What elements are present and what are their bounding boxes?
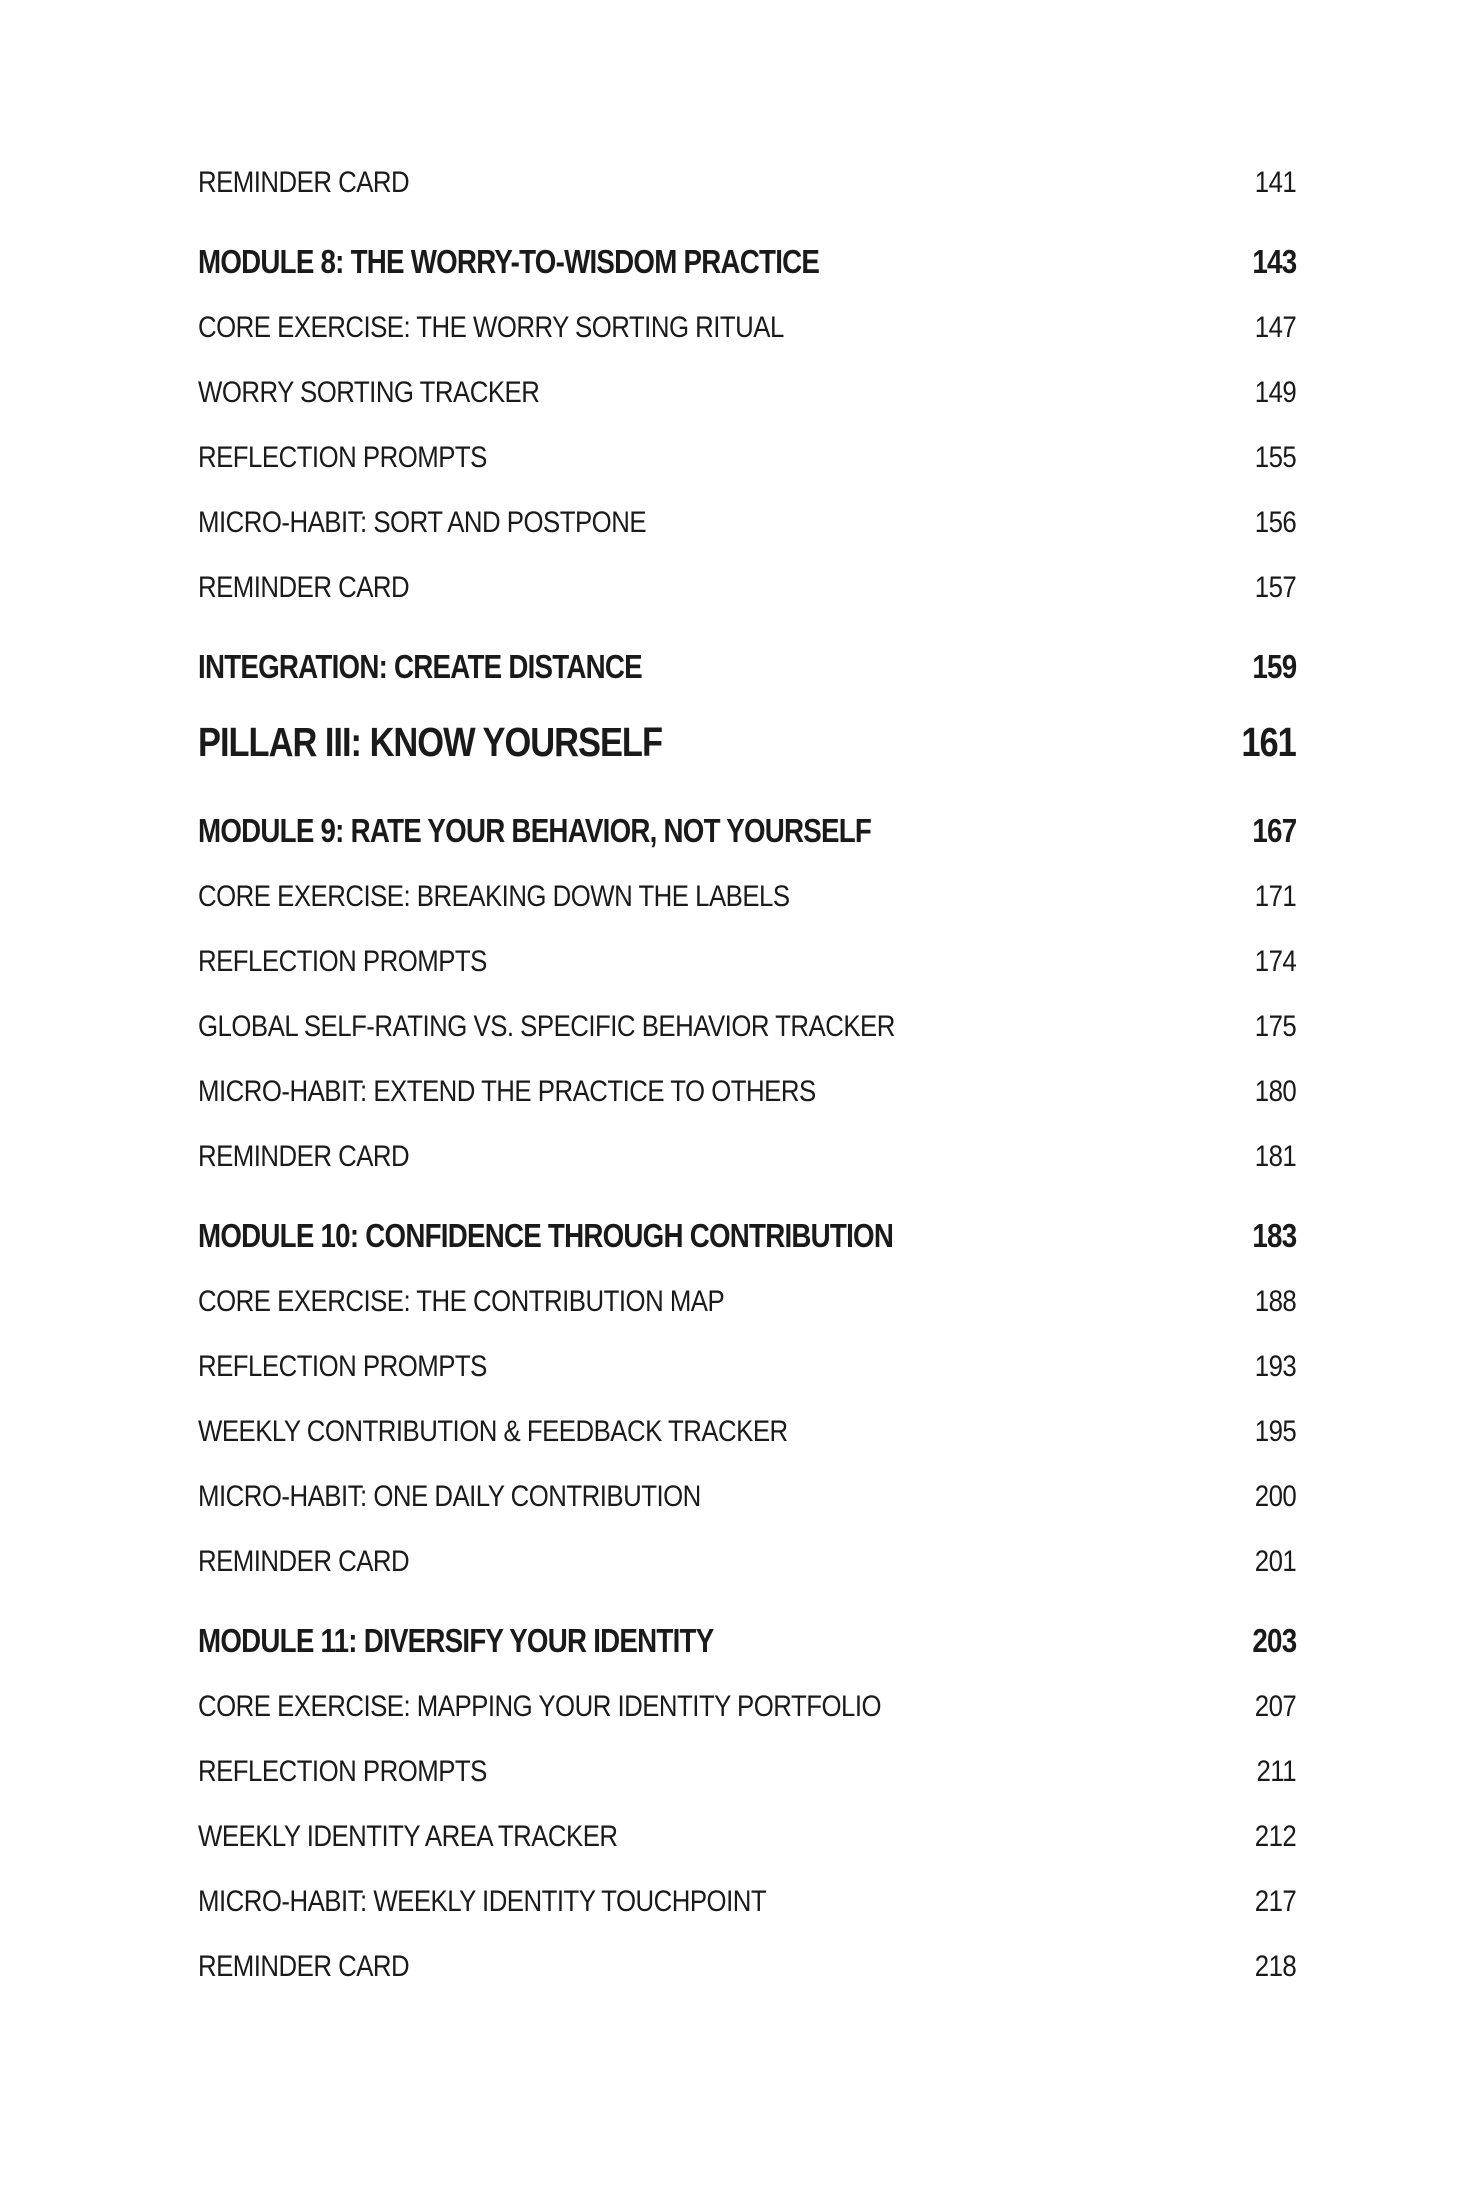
toc-entry-title: REMINDER CARD — [198, 1950, 410, 1983]
toc-page-number: 207 — [1254, 1690, 1296, 1723]
toc-entry-title: MICRO-HABIT: ONE DAILY CONTRIBUTION — [198, 1480, 701, 1513]
table-of-contents — [198, 150, 1296, 1999]
toc-entry-title: REMINDER CARD — [198, 1545, 410, 1578]
toc-entry-title: REMINDER CARD — [198, 571, 410, 604]
toc-page-number: 149 — [1254, 376, 1296, 409]
toc-module-row — [198, 1608, 1296, 1674]
toc-item-row — [198, 1934, 1296, 1999]
toc-item-row — [198, 1124, 1296, 1189]
toc-item-row — [198, 994, 1296, 1059]
toc-entry-title: CORE EXERCISE: THE WORRY SORTING RITUAL — [198, 311, 784, 344]
toc-item-row — [198, 1674, 1296, 1739]
toc-page-number: 180 — [1254, 1075, 1296, 1108]
toc-item-row — [198, 1869, 1296, 1934]
toc-item-row — [198, 360, 1296, 425]
toc-page-number: 217 — [1254, 1885, 1296, 1918]
toc-page-number: 188 — [1254, 1285, 1296, 1318]
toc-module-row — [198, 634, 1296, 700]
toc-module-row — [198, 229, 1296, 295]
toc-item-row — [198, 490, 1296, 555]
toc-page-number: 181 — [1254, 1140, 1296, 1173]
toc-page-number: 211 — [1256, 1755, 1296, 1788]
toc-module-row — [198, 1203, 1296, 1269]
toc-page-number: 175 — [1254, 1010, 1296, 1043]
toc-entry-title: MODULE 8: THE WORRY-TO-WISDOM PRACTICE — [198, 243, 820, 280]
toc-module-row — [198, 798, 1296, 864]
toc-page-number: 141 — [1254, 166, 1296, 199]
toc-entry-title: CORE EXERCISE: BREAKING DOWN THE LABELS — [198, 880, 790, 913]
toc-page-number: 183 — [1252, 1217, 1296, 1254]
toc-item-row — [198, 425, 1296, 490]
toc-page-number: 171 — [1254, 880, 1296, 913]
toc-item-row — [198, 1059, 1296, 1124]
toc-entry-title: GLOBAL SELF-RATING VS. SPECIFIC BEHAVIOR TRACKER — [198, 1010, 895, 1043]
toc-entry-title: WEEKLY CONTRIBUTION & FEEDBACK TRACKER — [198, 1415, 788, 1448]
toc-entry-title: MODULE 9: RATE YOUR BEHAVIOR, NOT YOURSELF — [198, 812, 872, 849]
toc-entry-title: INTEGRATION: CREATE DISTANCE — [198, 648, 642, 685]
toc-entry-title: MICRO-HABIT: EXTEND THE PRACTICE TO OTHERS — [198, 1075, 816, 1108]
toc-item-row — [198, 1739, 1296, 1804]
toc-page-number: 193 — [1254, 1350, 1296, 1383]
toc-entry-title: CORE EXERCISE: MAPPING YOUR IDENTITY PORTFOLIO — [198, 1690, 882, 1723]
toc-page-number: 218 — [1254, 1950, 1296, 1983]
toc-page-number: 200 — [1254, 1480, 1296, 1513]
toc-entry-title: CORE EXERCISE: THE CONTRIBUTION MAP — [198, 1285, 725, 1318]
toc-page-number: 195 — [1254, 1415, 1296, 1448]
toc-item-row — [198, 1334, 1296, 1399]
toc-page-number: 201 — [1254, 1545, 1296, 1578]
toc-item-row — [198, 295, 1296, 360]
toc-page-number: 212 — [1254, 1820, 1296, 1853]
toc-item-row — [198, 555, 1296, 620]
toc-entry-title: MICRO-HABIT: SORT AND POSTPONE — [198, 506, 647, 539]
toc-item-row — [198, 929, 1296, 994]
toc-page-number: 156 — [1254, 506, 1296, 539]
toc-item-row — [198, 150, 1296, 215]
toc-entry-title: WORRY SORTING TRACKER — [198, 376, 540, 409]
toc-entry-title: MICRO-HABIT: WEEKLY IDENTITY TOUCHPOINT — [198, 1885, 767, 1918]
toc-entry-title: REFLECTION PROMPTS — [198, 1755, 487, 1788]
toc-page-number: 155 — [1254, 441, 1296, 474]
toc-page-number: 157 — [1254, 571, 1296, 604]
toc-item-row — [198, 1399, 1296, 1464]
toc-entry-title: WEEKLY IDENTITY AREA TRACKER — [198, 1820, 618, 1853]
toc-pillar-row — [198, 700, 1296, 784]
toc-entry-title: REMINDER CARD — [198, 166, 410, 199]
toc-page-number: 203 — [1252, 1622, 1296, 1659]
toc-entry-title: REMINDER CARD — [198, 1140, 410, 1173]
toc-page-number: 174 — [1254, 945, 1296, 978]
toc-item-row — [198, 1269, 1296, 1334]
toc-entry-title: REFLECTION PROMPTS — [198, 945, 487, 978]
toc-entry-title: MODULE 11: DIVERSIFY YOUR IDENTITY — [198, 1622, 714, 1659]
toc-entry-title: MODULE 10: CONFIDENCE THROUGH CONTRIBUTION — [198, 1217, 894, 1254]
toc-page-number: 161 — [1241, 719, 1296, 765]
toc-entry-title: REFLECTION PROMPTS — [198, 441, 487, 474]
toc-entry-title: REFLECTION PROMPTS — [198, 1350, 487, 1383]
toc-item-row — [198, 864, 1296, 929]
toc-page-number: 147 — [1254, 311, 1296, 344]
toc-page-number: 167 — [1252, 812, 1296, 849]
toc-page-number: 159 — [1252, 648, 1296, 685]
toc-entry-title: PILLAR III: KNOW YOURSELF — [198, 719, 662, 765]
toc-item-row — [198, 1804, 1296, 1869]
toc-page-number: 143 — [1252, 243, 1296, 280]
toc-item-row — [198, 1464, 1296, 1529]
toc-item-row — [198, 1529, 1296, 1594]
